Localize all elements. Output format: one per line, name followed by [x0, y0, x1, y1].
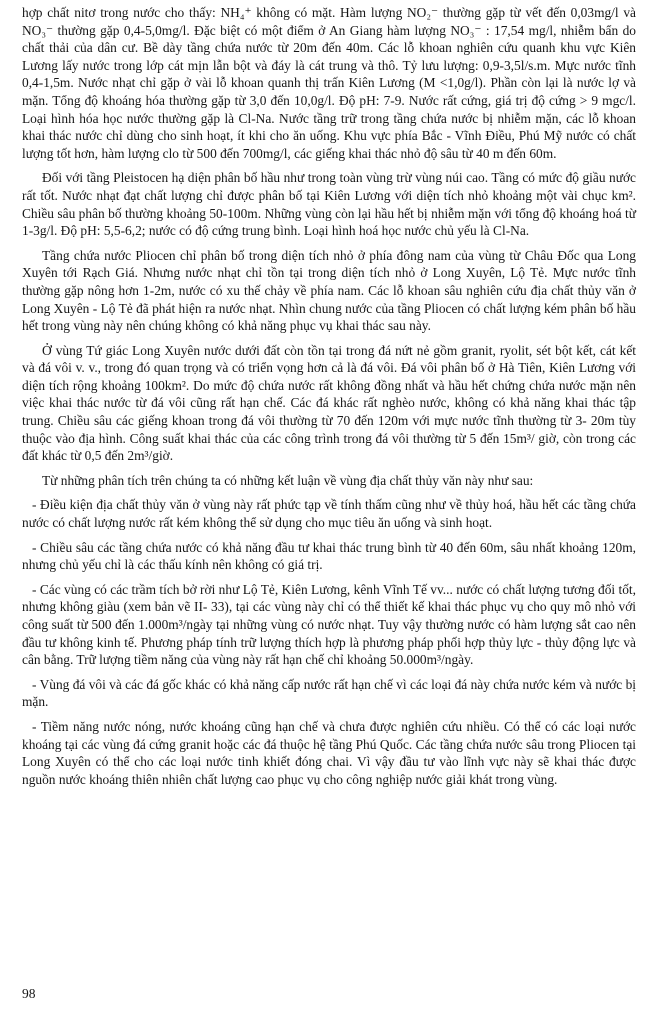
paragraph-pliocene: Tầng chứa nước Pliocen chỉ phân bố trong diện tích nhỏ ở phía đông nam của vùng từ Châu Đốc qua Long Xuyên tới Rạch Giá. Nhưng nước nhạt chỉ tồn tại trong diện tích nhỏ ở Long Xuyên, Lộ Tẻ. Mực nước tĩnh thường gặp nông hơn 1-2m, nước có xu thế chảy về phía nam. Các lỗ khoan sâu nghiên cứu địa chất thủy văn ở Long Xuyên - Lộ Tẻ đã phát hiện ra nước nhạt. Nhìn chung nước của tầng Pliocen có chất lượng kém phân bố hầu hết trong vùng này nên chúng không có khả năng phục vụ khai thác sau này. [22, 247, 636, 334]
paragraph-pleistocene: Đối với tầng Pleistocen hạ diện phân bố hầu như trong toàn vùng trừ vùng núi cao. Tầng có mức độ giầu nước rất tốt. Nước nhạt đạt chất lượng chỉ được phân bố tại Kiên Lương với diện tích nhỏ khoảng một vài chục km². Chiều sâu phân bố thường khoảng 50-100m. Những vùng còn lại hầu hết bị nhiễm mặn với tổng độ khoáng hoá từ 1-3g/l. Độ pH: 5,5-6,2; nước có độ cứng trung bình. Loại hình hoá học nước chủ yếu là Cl-Na. [22, 170, 636, 239]
conclusion-item-3: - Các vùng có các trầm tích bở rời như Lộ Tẻ, Kiên Lương, kênh Vĩnh Tế vv... nước có chất lượng tương đối tốt, nhưng không giàu (xem bản vẽ II- 33), tại các vùng này chỉ có thể thiết kế khai thác phục vụ cho quy mô nhỏ với công suất từ 500 đến 1.000m³/ngày tại những vùng có nước nhạt. Tuy vậy thường nước có hàm lượng sắt cao nên đầu tư không kinh tế. Phương pháp tính trữ lượng thích hợp là phương pháp phối hợp thủy lực - thủy động lực và cân bằng. Trữ lượng tiềm năng của vùng này rất hạn chế chỉ khoảng 50.000m³/ngày. [22, 581, 636, 668]
paragraph-conclusions-intro: Từ những phân tích trên chúng ta có những kết luận về vùng địa chất thủy văn này như sau: [42, 472, 534, 488]
page-number: 98 [22, 986, 36, 1001]
paragraph-fractured-rock: Ở vùng Tứ giác Long Xuyên nước dưới đất còn tồn tại trong đá nứt nẻ gồm granit, ryolit, sét bột kết, cát kết và đá vôi v. v., trong đó quan trọng và có triển vọng hơn cả là đá vôi. Đá vôi phân bố ở Hà Tiên, Kiên Lương với diện tích rộng khoảng 100km². Do mức độ chứa nước rất không đồng nhất và hầu hết chứng chứa nước mặn nên việc khai thác nước từ đá vôi cũng rất hạn chế. Các đá khác rất nghèo nước, không có khả năng khai thác tập trung. Chiều sâu các giếng khoan trong đá vôi thường từ 70 đến 120m với mực nước tĩnh thường từ 3- 20m tùy thuộc vào địa hình. Công suất khai thác của các công trình trong đá vôi thường từ 5 đến 15m³/ giờ, còn trong các đất khác từ 0,5 đến 2m³/giờ. [22, 342, 636, 464]
conclusion-item-2: - Chiều sâu các tầng chứa nước có khả năng đầu tư khai thác trung bình từ 40 đến 60m, sâu nhất khoảng 120m, nhưng chủ yếu chỉ là các thấu kính nên không có giá trị. [22, 539, 636, 573]
conclusion-item-4: - Vùng đá vôi và các đá gốc khác có khả năng cấp nước rất hạn chế vì các loại đá này chứa nước kém và nước bị mặn. [22, 676, 636, 710]
conclusion-item-5: - Tiềm năng nước nóng, nước khoáng cũng hạn chế và chưa được nghiên cứu nhiều. Có thể có các loại nước khoáng tại các vùng đá cứng granit hoặc các đá thuộc hệ tầng Phú Quốc. Các tầng chứa nước sâu trong Pliocen tại Long Xuyên có thể cho các loại nước tinh khiết đóng chai. Vì vậy đầu tư vào lĩnh vực này sẽ khai thác được nguồn nước khoáng thiên nhiên chất lượng cao phục vụ cho công nghiệp nước giải khát trong vùng. [22, 718, 636, 787]
document-page [22, 4, 636, 795]
paragraph-nitrogen-compounds: hợp chất nitơ trong nước cho thấy: NH₄⁺ không có mặt. Hàm lượng NO₂⁻ thường gặp từ vết đến 0,03mg/l và NO₃⁻ thường gặp 0,4-5,0mg/l. Đặc biệt có một điểm ở An Giang hàm lượng NO₃⁻ : 17,54 mg/l, nhiễm bẩn do chất thải của dân cư. Bề dày tầng chứa nước từ 20m đến 40m. Các lỗ khoan nghiên cứu quanh khu vực Kiên Lương lấy nước trong lớp cát mịn lẫn bột và đáy là cát trung và thô. Tỷ lưu lượng: 0,9-3,5l/s.m. Mực nước tĩnh 0,4-1,5m. Nước nhạt chỉ gặp ở vài lỗ khoan quanh thị trấn Kiên Lương (M <1,0g/l). Phần còn lại là nước lợ và mặn. Tổng độ khoáng hóa thường gặp từ 3,0 đến 10,0g/l. Độ pH: 7-9. Nước rất cứng, giá trị độ cứng > 9 mgc/l. Loại hình hóa học nước thường gặp là Cl-Na. Nước tầng trữ trong tầng chứa nước bị nhiễm mặn, các lỗ khoan khai thác nước chỉ dùng cho sinh hoạt, ít khi cho ăn uống. Khu vực phía Bắc - Vĩnh Điều, Phú Mỹ nước có chất lượng tốt hơn, hàm lượng clo từ 500 đến 700mg/l, các giếng khai thác nhỏ độ sâu từ 40 m đến 60m. [22, 5, 636, 161]
conclusion-item-1: - Điều kiện địa chất thủy văn ở vùng này rất phức tạp về tính thấm cũng như về thủy hoá, hầu hết các tầng chứa nước có chất lượng nước rất kém không thể sử dụng cho mục tiêu ăn uống và sinh hoạt. [22, 497, 636, 531]
